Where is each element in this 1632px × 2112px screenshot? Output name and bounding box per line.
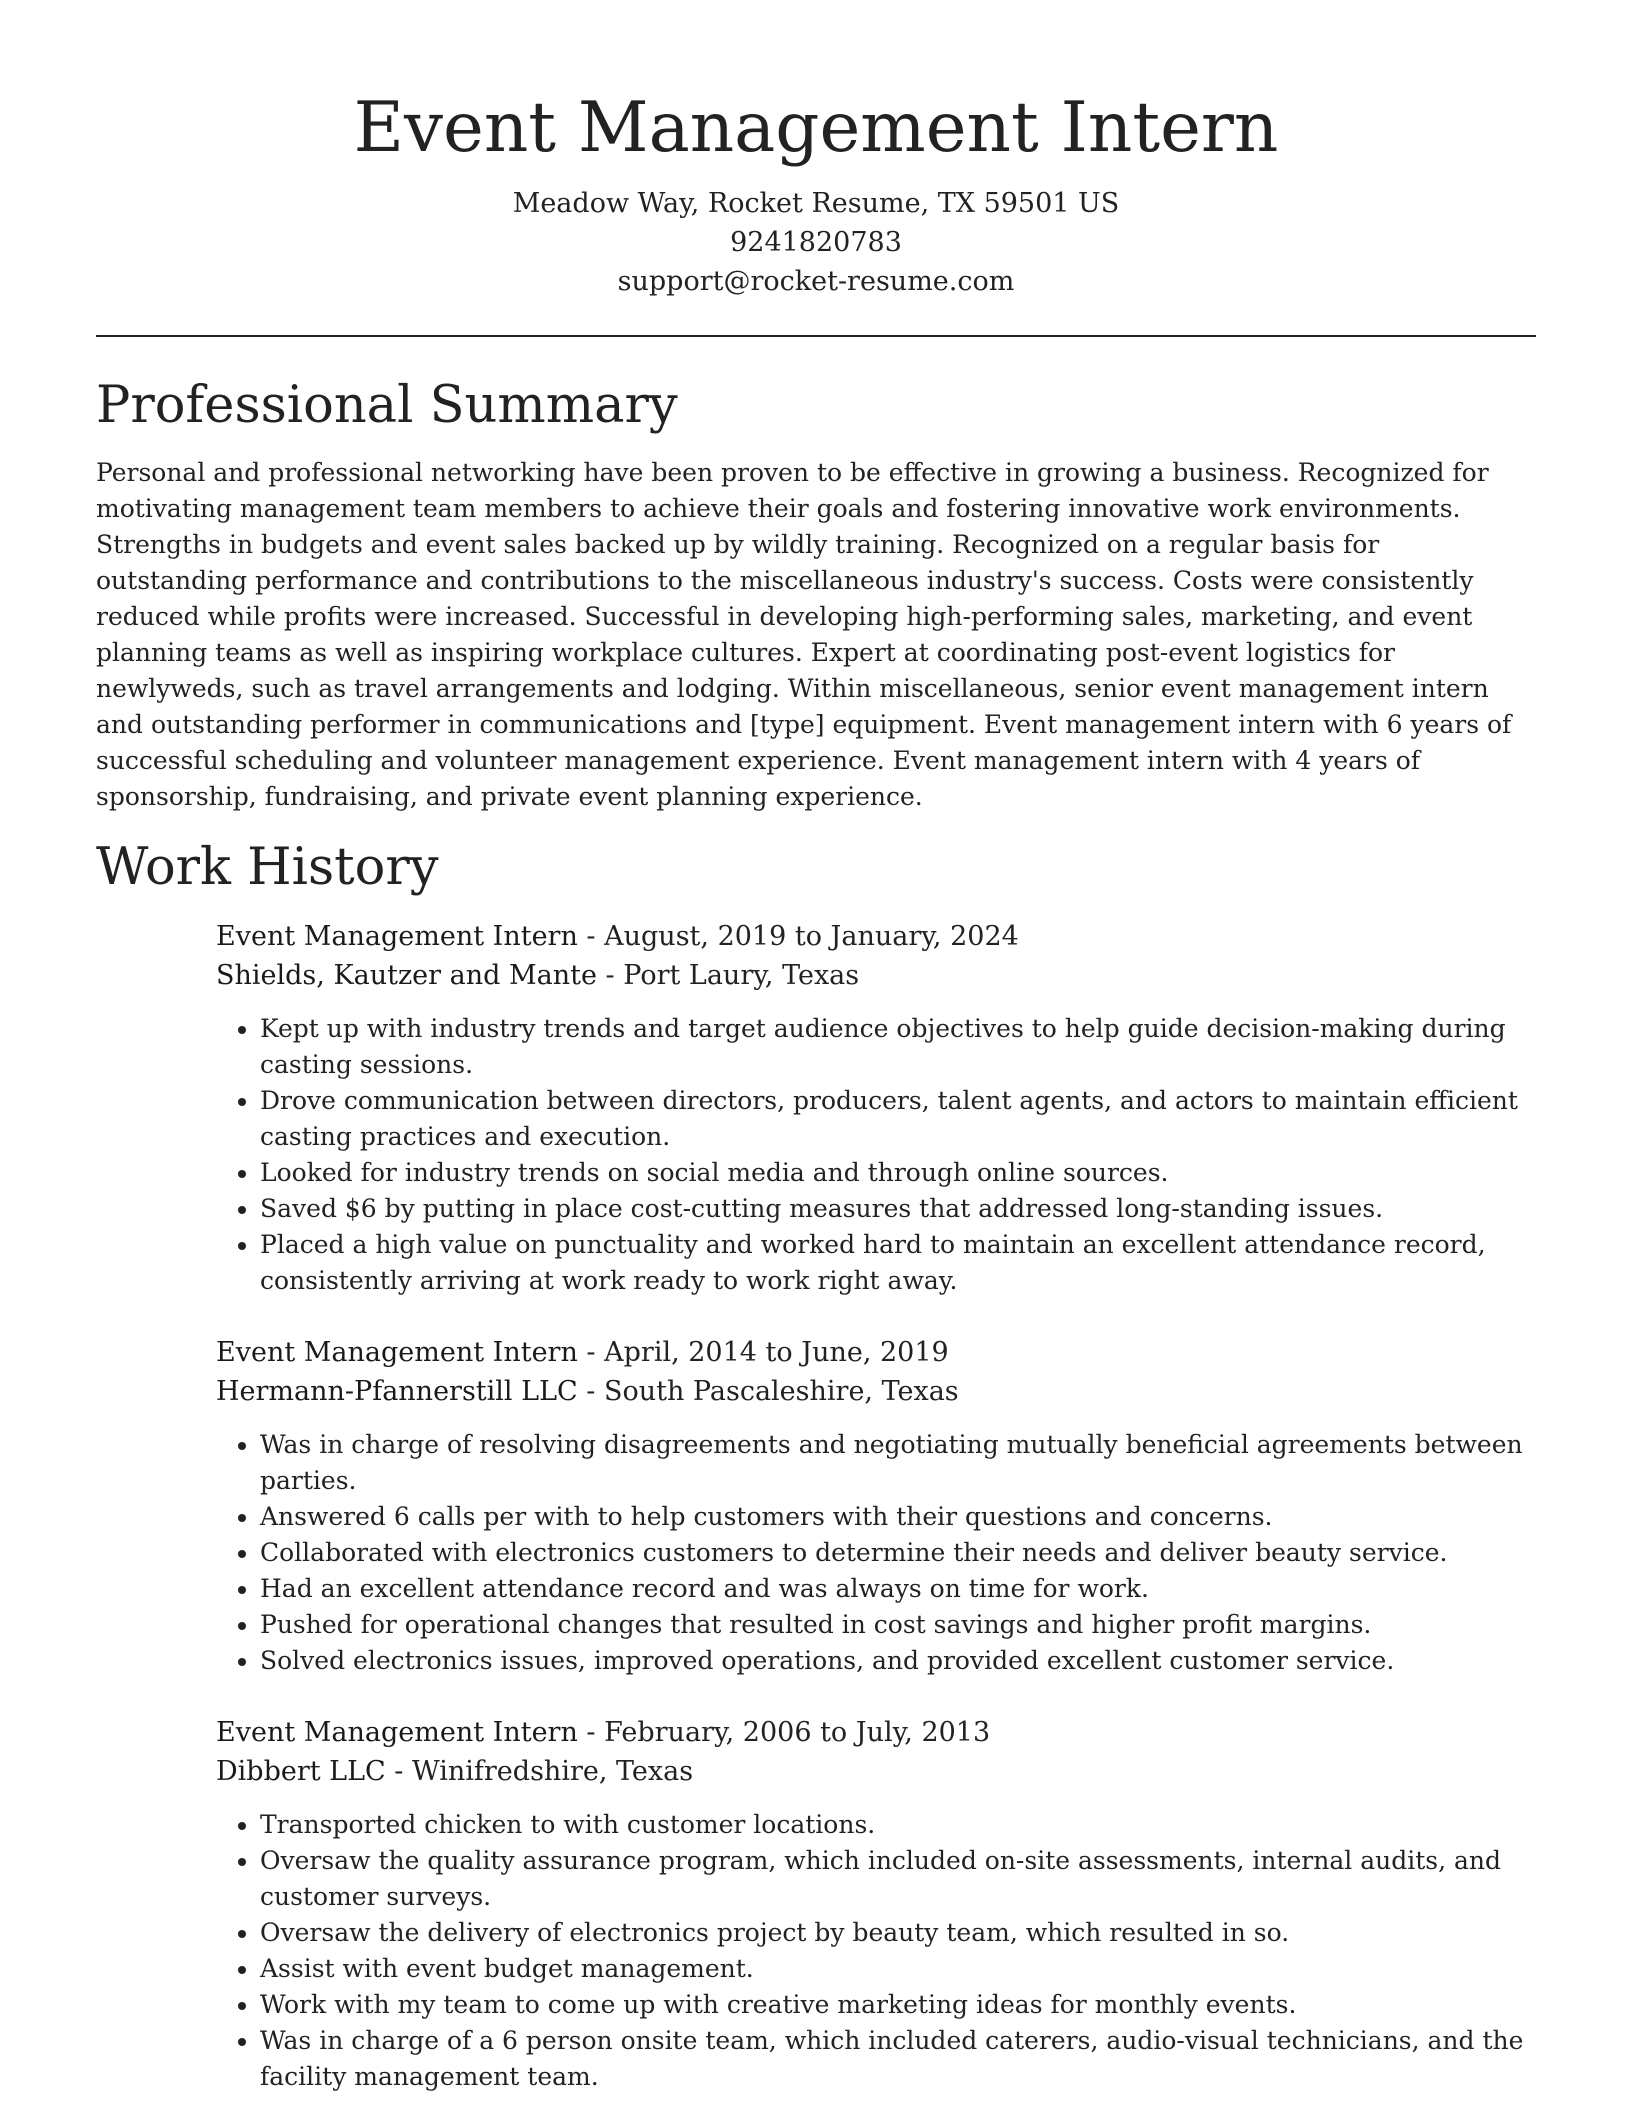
job-bullet: • Saved $6 by putting in place cost-cutting measures that addressed long-standing issues. [260,1191,1536,1227]
job-bullet: • Assist with event budget management. [260,1951,1536,1987]
job-company: Hermann-Pfannerstill LLC [216,1376,578,1407]
work-history-section-title: Work History [96,838,439,897]
job-bullet: • Was in charge of a 6 person onsite team, which included caterers, audio-visual technicians, and the facility management team. [260,2023,1536,2095]
job-bullet: • Work with my team to come up with creative marketing ideas for monthly events. [260,1987,1536,2023]
job-title-line [216,1333,1536,1372]
job-bullet: • Oversaw the delivery of electronics project by beauty team, which resulted in so. [260,1915,1536,1951]
job-bullet-list [216,1011,1536,1299]
job-bullet: • Collaborated with electronics customers to determine their needs and deliver beauty service. [260,1535,1536,1571]
job-role: Event Management Intern [216,921,578,952]
job-role: Event Management Intern [216,1717,578,1748]
resume-header [96,0,1536,301]
job-entry [216,1713,1536,2095]
header-divider [96,335,1536,337]
summary-section-title: Professional Summary [96,376,678,435]
job-location: - South Pascaleshire, Texas [577,1376,959,1407]
job-bullet: • Looked for industry trends on social media and through online sources. [260,1155,1536,1191]
job-bullet: • Answered 6 calls per with to help customers with their questions and concerns. [260,1499,1536,1535]
job-company: Shields, Kautzer and Mante [216,960,597,991]
job-bullet: • Had an excellent attendance record and was always on time for work. [260,1571,1536,1607]
job-dates: - February, 2006 to July, 2013 [577,1717,991,1748]
resume-name: Event Management Intern [353,88,1279,168]
job-company-line [216,956,1536,995]
job-company-line [216,1372,1536,1411]
job-bullet-list [216,1427,1536,1679]
job-location: - Port Laury, Texas [596,960,860,991]
job-dates: - August, 2019 to January, 2024 [577,921,1019,952]
job-company-line [216,1752,1536,1791]
work-history-list [216,917,1536,2095]
job-title-line [216,917,1536,956]
job-bullet: • Oversaw the quality assurance program, which included on-site assessments, internal audits, and customer surveys. [260,1843,1536,1915]
job-bullet: • Pushed for operational changes that resulted in cost savings and higher profit margins. [260,1607,1536,1643]
job-bullet: • Transported chicken to with customer locations. [260,1807,1536,1843]
job-role: Event Management Intern [216,1337,578,1368]
job-bullet: • Solved electronics issues, improved operations, and provided excellent customer service. [260,1643,1536,1679]
job-entry [216,1333,1536,1679]
job-bullet: • Kept up with industry trends and target audience objectives to help guide decision-making during casting sessions. [260,1011,1536,1083]
contact-info [96,184,1536,301]
job-bullet: • Drove communication between directors, producers, talent agents, and actors to maintain efficient casting practices and execution. [260,1083,1536,1155]
job-entry [216,917,1536,1299]
job-bullet: • Was in charge of resolving disagreements and negotiating mutually beneficial agreements between parties. [260,1427,1536,1499]
job-bullet: • Placed a high value on punctuality and worked hard to maintain an excellent attendance record, consistently arriving at work ready to work right away. [260,1227,1536,1299]
job-dates: - April, 2014 to June, 2019 [577,1337,949,1368]
summary-text: Personal and professional networking have been proven to be effective in growing a business. Recognized for motivating management team members to achieve their goals and fostering innovative work environments. Strengths in budgets and event sales backed up by wildly training. Recognized on a regular basis for outstanding performance and contributions to the miscellaneous industry's success. Costs were consistently reduced while profits were increased. Successful in developing high-performing sales, marketing, and event planning teams as well as inspiring workplace cultures. Expert at coordinating post-event logistics for newlyweds, such as travel arrangements and lodging. Within miscellaneous, senior event management intern and outstanding performer in communications and [type] equipment. Event management intern with 6 years of successful scheduling and volunteer management experience. Event management intern with 4 years of sponsorship, fundraising, and private event planning experience. [96,458,1512,811]
contact-address: Meadow Way, Rocket Resume, TX 59501 US [512,188,1120,219]
job-company: Dibbert LLC [216,1756,386,1787]
contact-email: support@rocket-resume.com [617,266,1015,297]
resume-page [96,0,1536,2095]
job-bullet-list [216,1807,1536,2095]
contact-phone: 9241820783 [730,227,902,258]
job-location: - Winifredshire, Texas [385,1756,694,1787]
job-title-line [216,1713,1536,1752]
